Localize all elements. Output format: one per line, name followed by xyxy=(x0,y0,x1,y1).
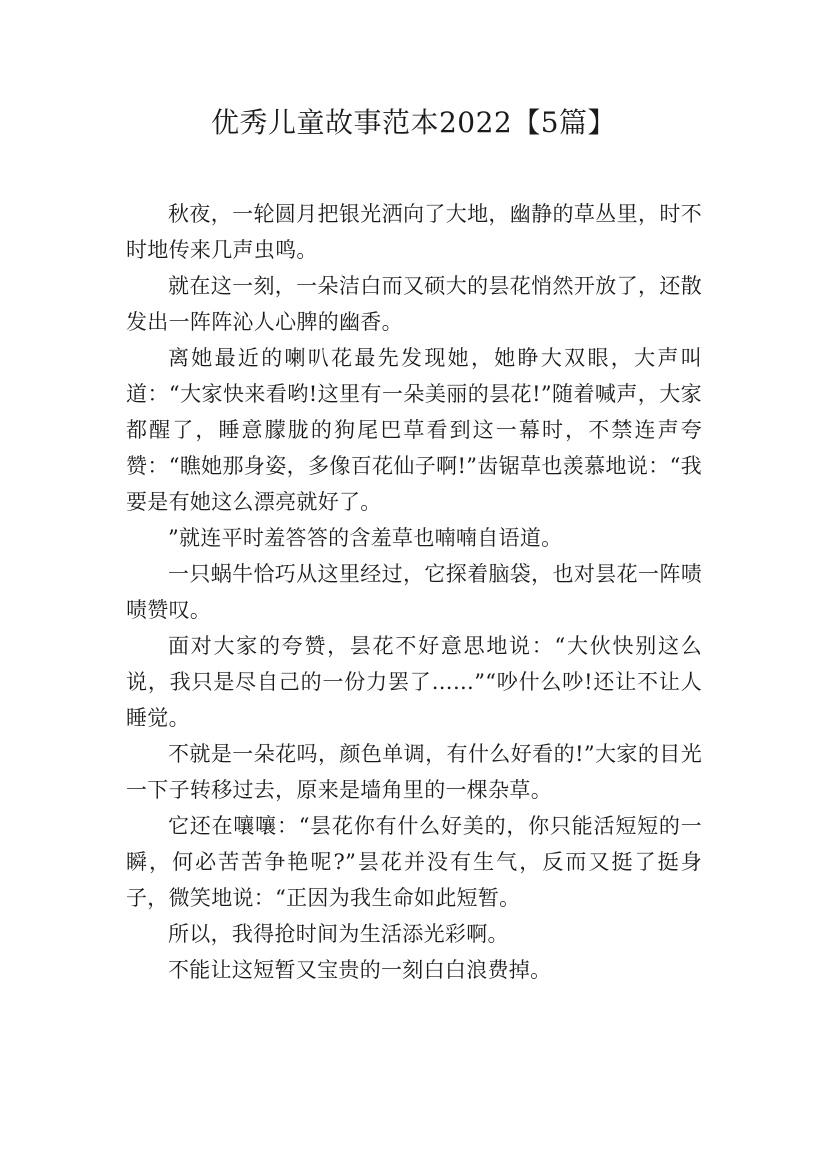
paragraph-7: 不就是一朵花吗，颜色单调，有什么好看的!”大家的目光一下子转移过去，原来是墙角里的一棵杂草。 xyxy=(126,742,702,802)
paragraph-6: 面对大家的夸赞，昙花不好意思地说：“大伙快别这么说，我只是尽自己的一份力罢了……”“吵什么吵!还让不让人睡觉。 xyxy=(126,634,702,730)
paragraph-8: 它还在嚷嚷：“昙花你有什么好美的，你只能活短短的一瞬，何必苦苦争艳呢?”昙花并没有生气，反而又挺了挺身子，微笑地说：“正因为我生命如此短暂。 xyxy=(126,814,702,910)
paragraph-10: 不能让这短暂又宝贵的一刻白白浪费掉。 xyxy=(168,958,552,982)
paragraph-2: 就在这一刻，一朵洁白而又硕大的昙花悄然开放了，还散发出一阵阵沁人心脾的幽香。 xyxy=(126,274,702,334)
document-title: 优秀儿童故事范本2022【5篇】 xyxy=(210,106,617,139)
paragraph-4: ”就连平时羞答答的含羞草也喃喃自语道。 xyxy=(168,526,563,550)
paragraph-5: 一只蜗牛恰巧从这里经过，它探着脑袋，也对昙花一阵啧啧赞叹。 xyxy=(126,562,702,622)
paragraph-1: 秋夜，一轮圆月把银光洒向了大地，幽静的草丛里，时不时地传来几声虫鸣。 xyxy=(126,202,702,262)
paragraph-9: 所以，我得抢时间为生活添光彩啊。 xyxy=(168,922,509,946)
document-body xyxy=(126,196,702,988)
paragraph-3: 离她最近的喇叭花最先发现她，她睁大双眼，大声叫道：“大家快来看哟!这里有一朵美丽的昙花!”随着喊声，大家都醒了，睡意朦胧的狗尾巴草看到这一幕时，不禁连声夸赞：“瞧她那身姿，多像百花仙子啊!”齿锯草也羡慕地说：“我要是有她这么漂亮就好了。 xyxy=(126,346,702,514)
